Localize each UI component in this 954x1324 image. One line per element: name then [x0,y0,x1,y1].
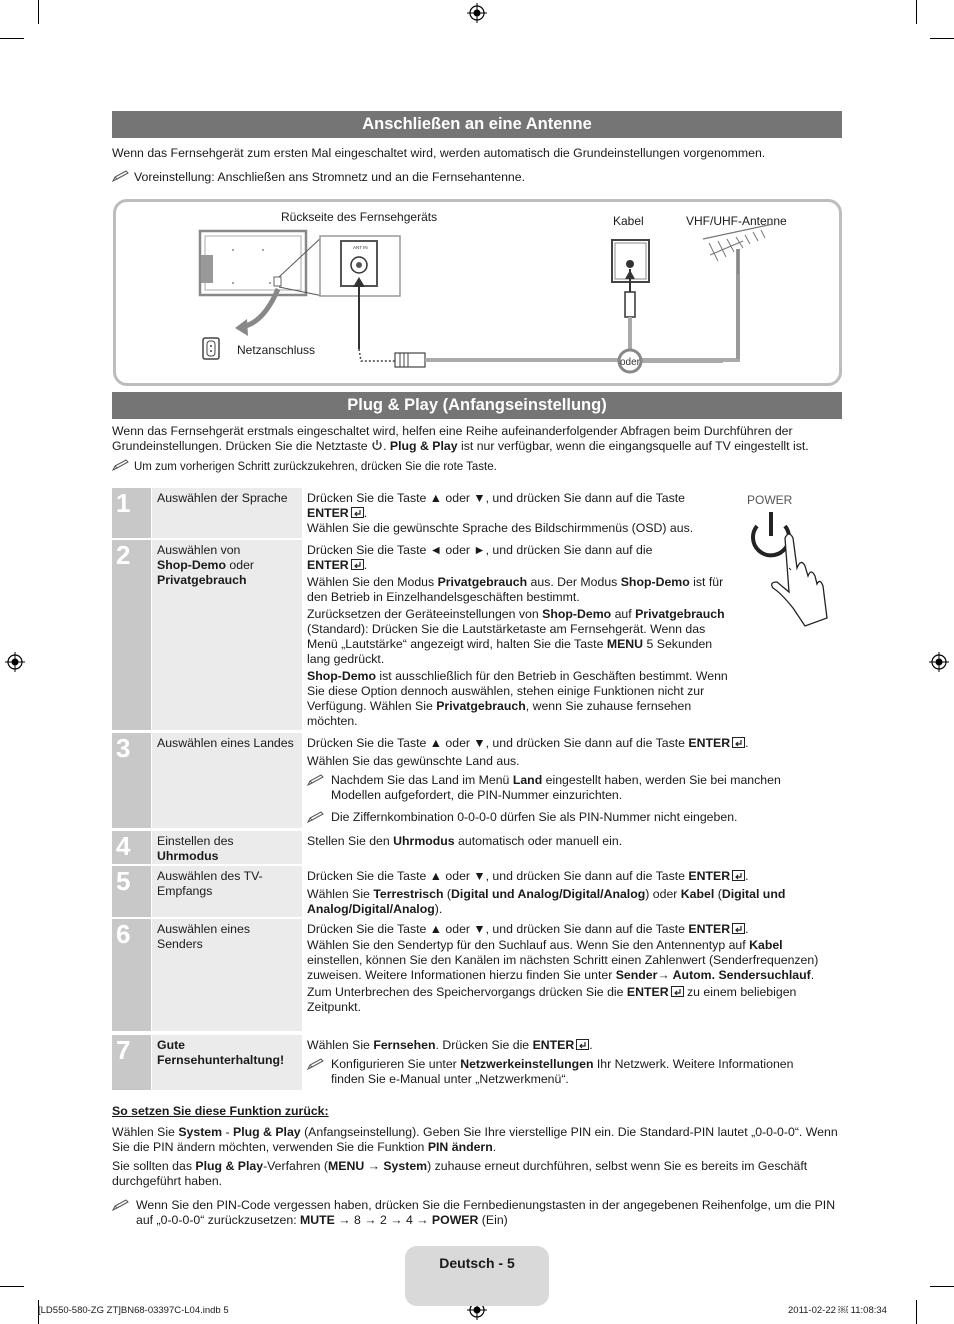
crop-mark [916,1300,917,1324]
step-body: Stellen Sie den Uhrmodus automatisch oder manuell ein. [307,834,623,848]
step-number: 4 [112,831,151,864]
note-pencil-icon [112,459,130,471]
step-number: 6 [112,919,151,1031]
antenna-note-text: Voreinstellung: Anschließen ans Stromnetz und an die Fernsehantenne. [134,170,526,184]
registration-mark-icon [467,3,487,23]
step-title: Auswählen eines Senders [152,919,302,1031]
step-body: Drücken Sie die Taste ▲ oder ▼, und drücken Sie dann auf die Taste ENTER . Wählen Sie Terrestrisch (Digital und Analog/Digital/Analog) oder Kabel (Digital und Analog/Digital/Analog). [307,869,786,916]
power-label: POWER [747,493,793,507]
step-title: Auswählen von Shop-Demo oder Privatgebrauch [152,540,302,730]
step-note: Nachdem Sie das Land im Menü Land eingestellt haben, werden Sie bei manchen Modellen aufgefordert, die PIN-Nummer einzurichten. [307,773,827,803]
note-pencil-icon [112,1199,130,1211]
note-pencil-icon [307,811,325,823]
footer-file-info: [LD550-580-ZG ZT]BN68-03397C-L04.indb 5 [38,1305,229,1316]
reset-paragraph-2: Sie sollten das Plug & Play-Verfahren (MENU → System) zuhause erneut durchführen, selbst wenn Sie es bereits im Geschäft durchgeführt haben. [112,1159,808,1188]
step-number: 7 [112,1035,151,1090]
step-title: Gute Fernsehunterhaltung! [152,1035,302,1090]
enter-icon [671,986,684,997]
label-antenna: VHF/UHF-Antenne [686,214,787,228]
label-cable: Kabel [613,214,644,228]
label-power: Netzanschluss [237,343,316,357]
antenna-intro: Wenn das Fernsehgerät zum ersten Mal eingeschaltet wird, werden automatisch die Grundeinstellungen vorgenommen. [112,146,766,160]
crop-mark [930,1286,954,1287]
note-pencil-icon [307,1058,325,1070]
power-socket-icon [203,338,219,359]
step-title: Einstellen des Uhrmodus [152,831,302,864]
svg-text:oder: oder [620,357,641,368]
antenna-note [112,170,842,185]
power-symbol-icon [371,439,383,451]
section-title-antenna: Anschließen an eine Antenne [112,111,842,138]
step-note: Konfigurieren Sie unter Netzwerkeinstellungen Ihr Netzwerk. Weitere Informationen finden Sie e-Manual unter „Netzwerkmenü“. [307,1057,827,1087]
enter-icon [351,559,364,570]
reset-heading: So setzen Sie diese Funktion zurück: [112,1104,329,1118]
step-title: Auswählen eines Landes [152,733,302,828]
footer-date: 2011-02-22 ￼ 11:08:34 [788,1305,887,1316]
step-body: Drücken Sie die Taste ◄ oder ►, und drücken Sie dann auf die ENTER . Wählen Sie den Modus Privatgebrauch aus. Der Modus Shop-Demo ist für den Betrieb in Einzelhandelsgeschäften bestimmt. Zurücksetzen der Geräteeinstellungen von Shop-Demo auf Privatgebrauch (Standard): Drücken Sie die Lautstärketaste am Fernsehgerät. Wenn das Menü „Lautstärke“ angezeigt wird, halten Sie die Taste MENU 5 Sekunden lang gedrückt. Shop-Demo ist ausschließlich für den Betrieb in Geschäften bestimmt. Wenn Sie diese Option dennoch auswählen, stehen einige Funktionen nicht zur Verfügung. Wählen Sie Privatgebrauch, wenn Sie zuhause fernsehen möchten. [307,543,728,728]
intro-line-a: Wenn das Fernsehgerät erstmals eingeschaltet wird, helfen eine Reihe aufeinanderfolgender Abfragen beim Durchführen der [112,424,793,438]
svg-text:ANT IN: ANT IN [353,245,368,250]
step-note: Die Ziffernkombination 0-0-0-0 dürfen Sie als PIN-Nummer nicht eingeben. [307,810,827,825]
step-number: 2 [112,540,151,730]
step-title: Auswählen des TV-Empfangs [152,866,302,917]
step-number: 3 [112,733,151,828]
page-number-tab: Deutsch - 5 [405,1246,549,1306]
crop-mark [0,1286,24,1287]
enter-icon [351,507,364,518]
registration-mark-icon [5,652,25,672]
step-number: 1 [112,488,151,538]
crop-mark [930,38,954,39]
note-pencil-icon [307,774,325,786]
diagram-drawing [113,199,842,386]
enter-icon [732,737,745,748]
step-body: Wählen Sie Fernsehen. Drücken Sie die ENTER . Konfigurieren Sie unter Netzwerkeinstellungen Ihr Netzwerk. Weitere Informationen finden Sie e-Manual unter „Netzwerkmenü“. [307,1035,827,1087]
tv-rear-icon [200,231,306,295]
reset-paragraph-1: Wählen Sie System - Plug & Play (Anfangseinstellung). Geben Sie Ihre vierstellige PIN ein. Die Standard-PIN lautet „0-0-0-0“. Wenn Sie die PIN ändern möchten, verwenden Sie die Funktion PIN ändern. [112,1125,838,1154]
step-body: Drücken Sie die Taste ▲ oder ▼, und drücken Sie dann auf die Taste ENTER . Wählen Sie die gewünschte Sprache des Bildschirmmenüs (OSD) aus. [307,491,694,535]
crop-mark [38,0,39,24]
step-body: Drücken Sie die Taste ▲ oder ▼, und drücken Sie dann auf die Taste ENTER . Wählen Sie das gewünschte Land aus. Nachdem Sie das Land im Menü Land eingestellt haben, werden Sie bei manchen Modellen aufgefordert, die PIN-Nummer einzurichten. Die Ziffernkombination 0-0-0-0 dürfen Sie als PIN-Nummer nicht eingeben. [307,733,827,825]
enter-icon [732,870,745,881]
step-number: 5 [112,866,151,917]
note-pencil-icon [112,170,130,182]
enter-icon [732,923,745,934]
hand-pressing-power-icon [745,508,835,628]
label-rear: Rückseite des Fernsehgeräts [281,210,438,224]
crop-mark [916,0,917,24]
reset-note: Wenn Sie den PIN-Code vergessen haben, drücken Sie die Fernbedienungstasten in der angegebenen Reihenfolge, um die PIN auf „0-0-0-0“ zurückzusetzen: MUTE → 8 → 2 → 4 → POWER (Ein) [112,1198,842,1228]
enter-icon [576,1039,589,1050]
step-title: Auswählen der Sprache [152,488,302,538]
section-title-plug-and-play: Plug & Play (Anfangseinstellung) [112,392,842,419]
step-body: Drücken Sie die Taste ▲ oder ▼, und drücken Sie dann auf die Taste ENTER . Wählen Sie den Sendertyp für den Suchlauf aus. Wenn Sie den Antennentyp auf Kabel einstellen, können Sie den Kanälen im nächsten Schritt einen Zahlenwert (Senderfrequenzen) zuweisen. Weitere Informationen hierzu finden Sie unter Sender→ Autom. Sendersuchlauf. Zum Unterbrechen des Speichervorgangs drücken Sie die ENTER zu einem beliebigen Zeitpunkt. [307,922,819,1014]
registration-mark-icon [929,652,949,672]
plug-play-note: Um zum vorherigen Schritt zurückzukehren, drücken Sie die rote Taste. [112,459,842,475]
intro-line-b: Grundeinstellungen. Drücken Sie die Netztaste . Plug & Play ist nur verfügbar, wenn die eingangsquelle auf TV eingestellt ist. [112,439,809,453]
vhf-uhf-antenna-icon [703,224,773,359]
plug-play-intro [112,424,842,454]
crop-mark [0,38,24,39]
